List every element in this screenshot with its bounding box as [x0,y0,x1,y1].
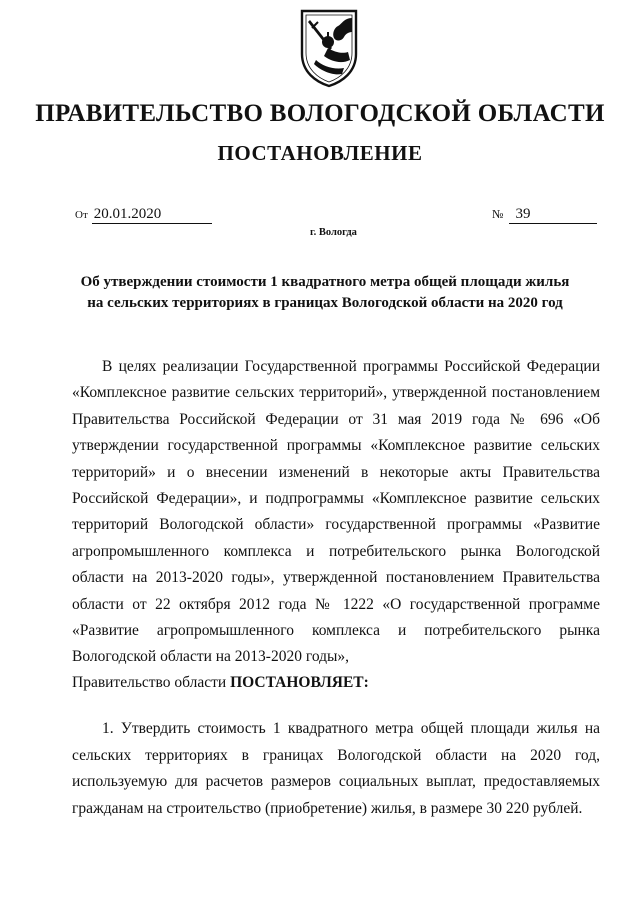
decree-word: ПОСТАНОВЛЯЕТ: [230,674,369,691]
number-prefix: № [492,207,504,221]
organization-title: ПРАВИТЕЛЬСТВО ВОЛОГОДСКОЙ ОБЛАСТИ [35,100,605,127]
subject-line-2: на сельских территориях в границах Вологодской области на 2020 год [87,295,563,311]
document-subject [60,272,590,314]
decree-prefix: Правительство области [72,674,227,691]
decree-item-1: 1. Утвердить стоимость 1 квадратного метра общей площади жилья на сельских территориях в границах Вологодской области на 2020 год, используемую для расчетов размеров социальных выплат, предоставляемых гражданам на строительство (приобретение) жилья, в размере 30 220 рублей. [72,720,600,817]
decree-line [72,674,369,692]
document-type: ПОСТАНОВЛЕНИЕ [217,141,423,165]
date-prefix: От [75,209,88,221]
document-number: 39 [509,206,597,224]
document-date-row [75,206,212,224]
vologda-coat-of-arms-icon [298,8,360,88]
document-date: 20.01.2020 [92,206,212,224]
city-label: г. Вологда [310,227,357,238]
subject-line-1: Об утверждении стоимости 1 квадратного метра общей площади жилья [80,274,570,290]
preamble-paragraph: В целях реализации Государственной программы Российской Федерации «Комплексное развитие сельских территорий», утвержденной постановлением Правительства Российской Федерации от 31 мая 2019 года № 696 «Об утверждении государственной программы «Комплексное развитие сельских территорий» и о внесении изменений в некоторые акты Правительства Российской Федерации», и подпрограммы «Комплексное развитие сельских территорий Вологодской области» государственной программы «Развитие агропромышленного комплекса и потребительского рынка Вологодской области на 2013-2020 годы», утвержденной постановлением Правительства области от 22 октября 2012 года № 1222 «О государственной программе «Развитие агропромышленного комплекса и потребительского рынка Вологодской области на 2013-2020 годы», [72,358,600,666]
document-number-row [492,206,597,224]
